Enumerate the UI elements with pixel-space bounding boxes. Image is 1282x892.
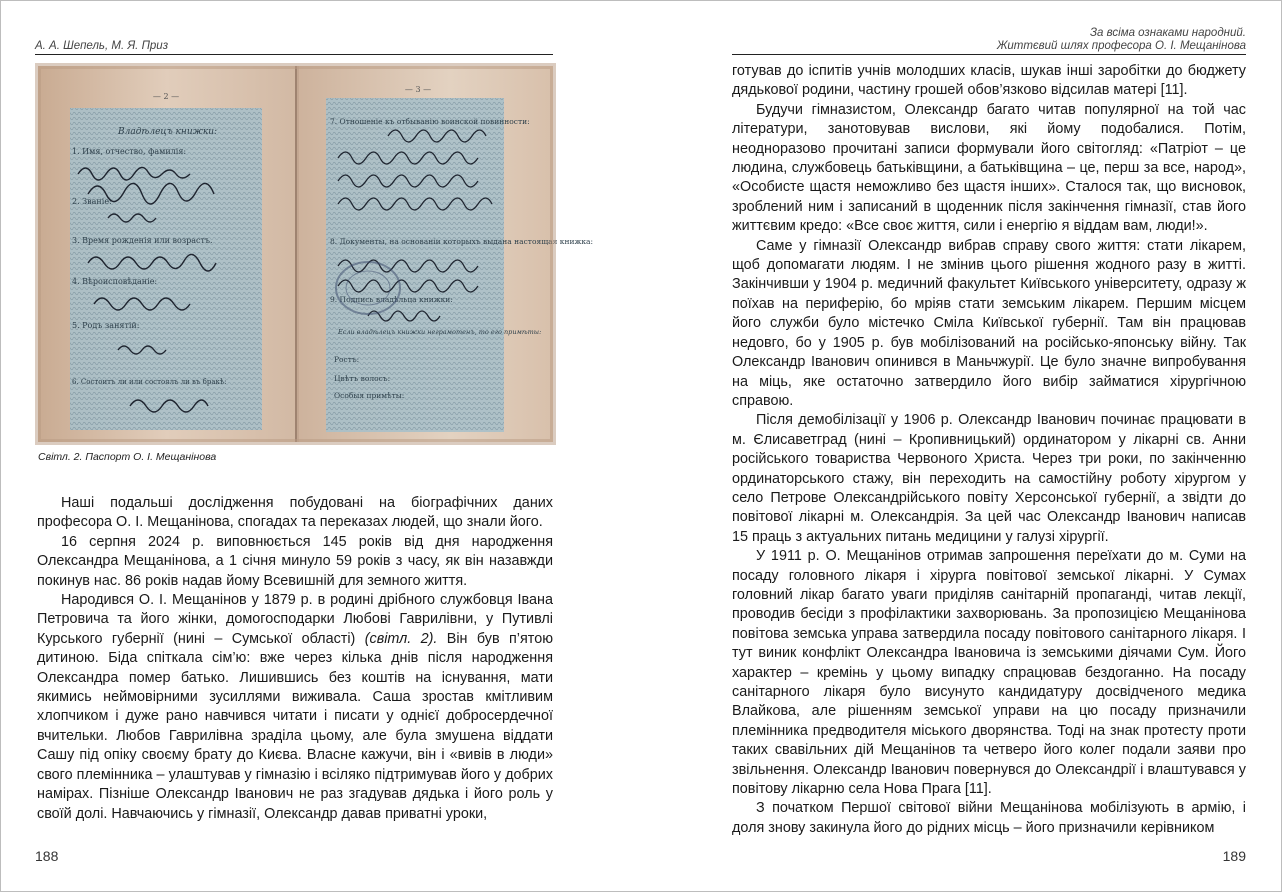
passport-field: 2. Званіе: (72, 197, 112, 206)
passport-owner-heading: Владѣлецъ книжки: (118, 127, 218, 137)
running-head-title (997, 27, 1246, 53)
passport-field: 4. Вѣроисповѣданіе: (72, 277, 158, 286)
passport-field: Особыя примѣты: (334, 391, 405, 400)
paragraph-text: Він був п’ятою дитиною. Біда спіткала сім’ю: вже через кілька днів після народження Олександра помер батько. Лишившись без коштів на існування, мати якимись неймовірними зусиллями виживала. Саша зростав кмітливим хлопчиком і дуже рано навчився читати і писати у однієї добросердечної вчительки. Любов Гаврилівна зраділа цьому, але була змушена віддати Сашу під опіку своєму брату до Києва. Власне кажучи, він і «вивів в люди» свого племінника – улаштував у гімназію і всіляко підтримував його у добрих намірах. Пізніше Олександр Іванович не раз згадував дядька і його роль у своїй долі. Навчаючись у гімназії, Олександр давав приватні уроки, (37, 630, 554, 822)
paragraph: З початком Першої світової війни Мещанінова мобілізують в армію, і доля знову закинула його до рідних місць – його призначили керівником (732, 800, 1246, 836)
header-rule (732, 54, 1246, 55)
passport-field: 7. Отношеніе къ отбыванію воинской повинности: (330, 117, 530, 126)
paragraph: У 1911 р. О. Мещанінов отримав запрошення переїхати до м. Суми на посаду головного лікаря і хірурга повітової земської лікарні. У Сумах головний лікар багато уваги приділяв санітарній пропаганді, читав лекції, проводив бесіди з профілактики захворювань. За пропозицією Мещанінова повітова земська управа затвердила посаду повітового санітарного лікаря. І тут виник конфлікт Олександра Івановича із земськими діячами Сум. Його характер – кремінь у цьому випадку спрацював бездоганно. На посаду санітарного лікаря було висунуто кандидатуру досвідченого медика Влайкова, але рішенням земської управи на цю посаду призначили племінника предводителя міського дворянства. Тоді на знак протесту проти таких свавільних дій Мещанінов та четверо його колег подали заяви про звільнення. Олександр Іванович повернувся до Олександрії і влаштувався у повітову лікарню села Нова Прага [11]. (732, 548, 1246, 798)
figure-caption: Світл. 2. Паспорт О. І. Мещанінова (38, 451, 217, 463)
left-body-text (37, 494, 553, 824)
page-number: 189 (1222, 848, 1246, 864)
paragraph: Будучи гімназистом, Олександр багато читав популярної на той час літератури, занотовував вислови, які йому подобалися. Потім, неодноразово прочитані записи формували його світогляд: «Патріот – це людина, службовець батьківщини, а батьківщина – це, перш за все, народ», «Особисте щастя неможливо без щастя інших». Сталося так, що висновок, зроблений ним і записаний в щоденник після закінчення гімназії, став його життєвим кредо: «Все своє життя, сили і енергію я віддам вам, люди!». (732, 101, 1246, 235)
paragraph (37, 591, 553, 824)
passport-field: Ростъ: (334, 355, 360, 364)
figure-reference: (світл. 2). (364, 630, 438, 647)
passport-photo (38, 66, 594, 442)
passport-field: 3. Время рожденія или возрастъ. (72, 236, 213, 245)
paragraph: готував до іспитів учнів молодших класів, шукав інші заробітки до бюджету дядькової родини, частину грошей обов’язково відсилав матері [11]. (732, 63, 1246, 99)
right-page (732, 0, 1246, 892)
running-head-authors: А. А. Шепель, М. Я. Приз (35, 40, 169, 52)
paragraph: Саме у гімназії Олександр вибрав справу свого життя: стати лікарем, щоб допомагати людям. І не змінив цього рішення жодного разу в житті. Закінчивши у 1904 р. медичний факультет Київського університету, одразу ж поїхав на периферію, бо мріяв стати земським лікарем. Першим місцем його служби було містечко Сміла Київської губернії. Там він працював недовго, бо у 1905 р. був мобілізований на російсько-японську війну. Так Олександр Іванович опинився в Маньчжурії. Це було значне випробування на міць, яке остаточно затвердило його вибір займатися хірургічною справою. (732, 237, 1246, 409)
running-head-line: Життєвий шлях професора О. І. Мещанінова (996, 40, 1246, 52)
passport-page-number-right: — 3 — (404, 85, 432, 94)
passport-note: Если владѣлецъ книжки неграмотенъ, то его примѣты: (338, 328, 542, 336)
paragraph: Наші подальші дослідження побудовані на біографічних даних професора О. І. Мещанінова, спогадах та переказах людей, що знали його. (37, 495, 553, 531)
left-page (35, 0, 594, 892)
passport-field: 1. Имя, отчество, фамилія: (72, 147, 187, 156)
passport-field: Цвѣтъ волосъ: (334, 374, 391, 383)
paragraph: Після демобілізації у 1906 р. Олександр Іванович починає працювати в м. Єлисаветград (нині – Кропивницький) ординатором у лікарні св. Анни російського товариства Червоного Христа. Через три роки, по закінченню ординаторського стажу, він переходить на самостійну роботу хірургом у село Петрове Олександрійського повіту Херсонської губернії, а звідти до повітової лікарні м. Олександрія. За цей час Олександр Іванович написав 15 праць з актуальних питань медицини у галузі хірургії. (732, 412, 1246, 545)
passport-field: 9. Подпись владѣльца книжки: (330, 295, 453, 304)
right-body-text (732, 62, 1246, 838)
passport-illustration (38, 66, 594, 442)
passport-field: 6. Состоитъ ли или состоялъ ли въ бракѣ: (72, 378, 227, 386)
passport-page-number-left: — 2 — (152, 92, 180, 101)
running-head-line: За всіма ознаками народний. (1089, 27, 1246, 39)
page-number: 188 (35, 848, 59, 864)
passport-field: 5. Родъ занятій: (72, 321, 140, 330)
header-rule (35, 54, 553, 55)
paragraph-text: Народився О. І. Мещанінов у 1879 р. в родині дрібного службовця Івана Петровича та його жінки, домогосподарки Любові Гаврилівни, у Путивлі Курського губернії (нині – Сумської області) (37, 592, 553, 647)
paragraph: 16 серпня 2024 р. виповнюється 145 років від дня народження Олександра Мещанінова, а 1 січня минуло 59 років з часу, як він назавжди покинув нас. 86 років надав йому Всевишній для земного життя. (37, 533, 553, 589)
passport-field: 8. Документы, на основаніи которыхъ выдана настоящая книжка: (330, 237, 594, 246)
